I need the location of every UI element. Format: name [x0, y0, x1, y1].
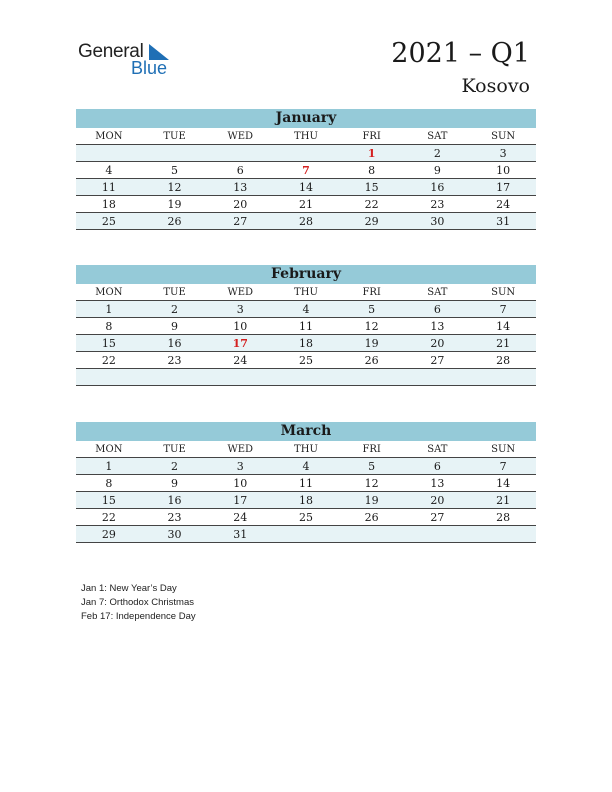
- holiday-notes: [81, 582, 196, 624]
- holiday-note: Jan 7: Orthodox Christmas: [81, 597, 194, 608]
- day-cell: 18: [273, 492, 339, 509]
- holiday-note: Jan 1: New Year’s Day: [81, 583, 177, 594]
- weekday-label: SUN: [470, 441, 536, 458]
- weekday-label: WED: [207, 128, 273, 145]
- day-cell: 23: [142, 352, 208, 369]
- empty-day-cell: [405, 526, 471, 543]
- day-cell: 26: [339, 509, 405, 526]
- day-cell: 16: [405, 179, 471, 196]
- day-cell: 16: [142, 335, 208, 352]
- empty-day-cell: [405, 369, 471, 386]
- week-row: [76, 213, 536, 230]
- week-row: [76, 301, 536, 318]
- day-cell: 9: [142, 475, 208, 492]
- week-row: [76, 458, 536, 475]
- day-cell: 2: [405, 145, 471, 162]
- weekday-label: SUN: [470, 128, 536, 145]
- day-cell: 24: [207, 352, 273, 369]
- holiday-day-cell: 1: [339, 145, 405, 162]
- weekday-label: THU: [273, 441, 339, 458]
- day-cell: 6: [405, 458, 471, 475]
- day-cell: 12: [339, 318, 405, 335]
- day-cell: 29: [76, 526, 142, 543]
- day-cell: 7: [470, 301, 536, 318]
- weekday-label: TUE: [142, 441, 208, 458]
- calendar-grid: [76, 128, 536, 230]
- day-cell: 30: [405, 213, 471, 230]
- weekday-header-row: [76, 128, 536, 145]
- day-cell: 23: [405, 196, 471, 213]
- day-cell: 10: [207, 318, 273, 335]
- holiday-day-cell: 17: [207, 335, 273, 352]
- empty-day-cell: [142, 145, 208, 162]
- day-cell: 24: [470, 196, 536, 213]
- weekday-label: MON: [76, 441, 142, 458]
- day-cell: 17: [207, 492, 273, 509]
- weekday-label: SAT: [405, 284, 471, 301]
- calendar-grid: [76, 441, 536, 543]
- empty-day-cell: [273, 526, 339, 543]
- day-cell: 20: [207, 196, 273, 213]
- month-title: February: [76, 265, 536, 284]
- holiday-note: Feb 17: Independence Day: [81, 611, 196, 622]
- week-row: [76, 369, 536, 386]
- weekday-label: WED: [207, 284, 273, 301]
- day-cell: 21: [273, 196, 339, 213]
- day-cell: 13: [405, 318, 471, 335]
- weekday-label: FRI: [339, 441, 405, 458]
- day-cell: 18: [76, 196, 142, 213]
- day-cell: 27: [405, 509, 471, 526]
- day-cell: 11: [273, 318, 339, 335]
- weekday-label: SUN: [470, 284, 536, 301]
- weekday-label: SAT: [405, 128, 471, 145]
- day-cell: 19: [339, 492, 405, 509]
- day-cell: 20: [405, 492, 471, 509]
- day-cell: 25: [76, 213, 142, 230]
- day-cell: 31: [207, 526, 273, 543]
- empty-day-cell: [207, 369, 273, 386]
- weekday-label: MON: [76, 128, 142, 145]
- day-cell: 11: [273, 475, 339, 492]
- weekday-label: TUE: [142, 128, 208, 145]
- logo-blue-text: Blue: [131, 58, 168, 78]
- day-cell: 12: [142, 179, 208, 196]
- week-row: [76, 526, 536, 543]
- weekday-label: WED: [207, 441, 273, 458]
- weekday-label: SAT: [405, 441, 471, 458]
- day-cell: 6: [405, 301, 471, 318]
- day-cell: 27: [207, 213, 273, 230]
- day-cell: 10: [207, 475, 273, 492]
- day-cell: 17: [470, 179, 536, 196]
- day-cell: 2: [142, 301, 208, 318]
- day-cell: 28: [470, 509, 536, 526]
- empty-day-cell: [339, 369, 405, 386]
- day-cell: 29: [339, 213, 405, 230]
- weekday-label: MON: [76, 284, 142, 301]
- week-row: [76, 475, 536, 492]
- weekday-header-row: [76, 441, 536, 458]
- day-cell: 13: [405, 475, 471, 492]
- week-row: [76, 318, 536, 335]
- day-cell: 18: [273, 335, 339, 352]
- day-cell: 14: [273, 179, 339, 196]
- day-cell: 15: [339, 179, 405, 196]
- day-cell: 4: [273, 458, 339, 475]
- day-cell: 1: [76, 458, 142, 475]
- day-cell: 31: [470, 213, 536, 230]
- day-cell: 28: [470, 352, 536, 369]
- logo-general-text: General: [78, 41, 144, 62]
- day-cell: 16: [142, 492, 208, 509]
- day-cell: 1: [76, 301, 142, 318]
- week-row: [76, 492, 536, 509]
- month-january: [76, 109, 536, 230]
- day-cell: 28: [273, 213, 339, 230]
- day-cell: 13: [207, 179, 273, 196]
- calendar-grid: [76, 284, 536, 386]
- day-cell: 4: [76, 162, 142, 179]
- empty-day-cell: [470, 369, 536, 386]
- weekday-label: TUE: [142, 284, 208, 301]
- empty-day-cell: [273, 369, 339, 386]
- day-cell: 25: [273, 352, 339, 369]
- day-cell: 6: [207, 162, 273, 179]
- weekday-label: THU: [273, 284, 339, 301]
- day-cell: 19: [339, 335, 405, 352]
- day-cell: 23: [142, 509, 208, 526]
- day-cell: 22: [76, 509, 142, 526]
- weekday-header-row: [76, 284, 536, 301]
- month-march: [76, 422, 536, 543]
- day-cell: 5: [339, 458, 405, 475]
- empty-day-cell: [207, 145, 273, 162]
- month-february: [76, 265, 536, 386]
- weekday-label: FRI: [339, 284, 405, 301]
- week-row: [76, 335, 536, 352]
- day-cell: 5: [142, 162, 208, 179]
- page-subtitle: Kosovo: [461, 75, 530, 97]
- month-title: March: [76, 422, 536, 441]
- day-cell: 24: [207, 509, 273, 526]
- day-cell: 21: [470, 492, 536, 509]
- day-cell: 8: [76, 475, 142, 492]
- empty-day-cell: [76, 369, 142, 386]
- day-cell: 14: [470, 318, 536, 335]
- weekday-label: THU: [273, 128, 339, 145]
- day-cell: 3: [207, 301, 273, 318]
- month-title: January: [76, 109, 536, 128]
- week-row: [76, 352, 536, 369]
- day-cell: 26: [142, 213, 208, 230]
- day-cell: 27: [405, 352, 471, 369]
- empty-day-cell: [470, 526, 536, 543]
- day-cell: 9: [142, 318, 208, 335]
- empty-day-cell: [273, 145, 339, 162]
- day-cell: 15: [76, 492, 142, 509]
- day-cell: 3: [207, 458, 273, 475]
- week-row: [76, 509, 536, 526]
- week-row: [76, 196, 536, 213]
- day-cell: 8: [339, 162, 405, 179]
- day-cell: 15: [76, 335, 142, 352]
- day-cell: 21: [470, 335, 536, 352]
- day-cell: 14: [470, 475, 536, 492]
- empty-day-cell: [339, 526, 405, 543]
- day-cell: 20: [405, 335, 471, 352]
- day-cell: 22: [76, 352, 142, 369]
- logo: [78, 41, 178, 81]
- day-cell: 10: [470, 162, 536, 179]
- empty-day-cell: [76, 145, 142, 162]
- week-row: [76, 162, 536, 179]
- day-cell: 26: [339, 352, 405, 369]
- weekday-label: FRI: [339, 128, 405, 145]
- day-cell: 30: [142, 526, 208, 543]
- week-row: [76, 179, 536, 196]
- day-cell: 25: [273, 509, 339, 526]
- day-cell: 8: [76, 318, 142, 335]
- holiday-day-cell: 7: [273, 162, 339, 179]
- day-cell: 12: [339, 475, 405, 492]
- day-cell: 5: [339, 301, 405, 318]
- week-row: [76, 145, 536, 162]
- day-cell: 19: [142, 196, 208, 213]
- day-cell: 7: [470, 458, 536, 475]
- day-cell: 22: [339, 196, 405, 213]
- day-cell: 2: [142, 458, 208, 475]
- day-cell: 3: [470, 145, 536, 162]
- empty-day-cell: [142, 369, 208, 386]
- day-cell: 9: [405, 162, 471, 179]
- day-cell: 11: [76, 179, 142, 196]
- page-title: 2021 – Q1: [391, 38, 530, 69]
- day-cell: 4: [273, 301, 339, 318]
